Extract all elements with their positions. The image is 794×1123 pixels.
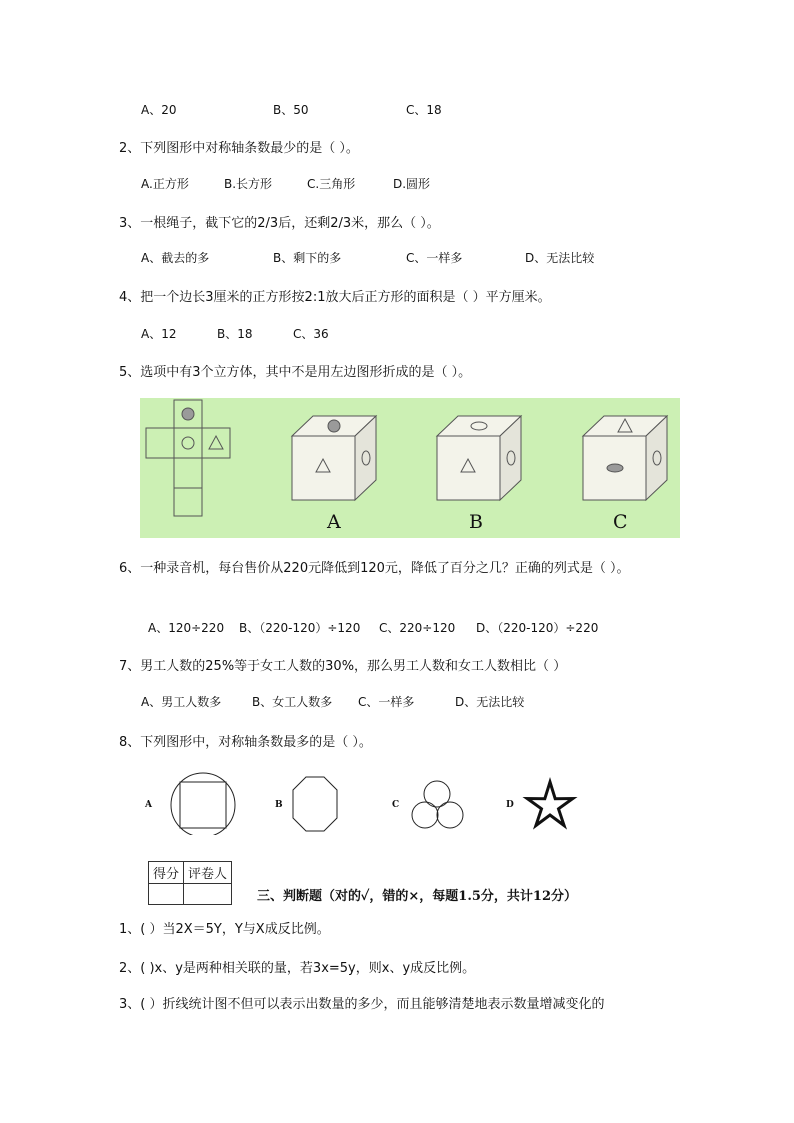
grader-cell: 评卷人 <box>184 862 232 884</box>
score-cell: 得分 <box>149 862 184 884</box>
cube-label-b: B <box>469 511 483 533</box>
shape-label-c: C <box>392 800 400 810</box>
cube-net <box>146 400 230 516</box>
q4-option-b: B、18 <box>217 327 253 341</box>
cube-figure-panel <box>140 398 680 538</box>
q4-option-a: A、12 <box>141 327 177 341</box>
q6-option-a: A、120÷220 <box>148 621 225 635</box>
judge-2: 2、( )x、y是两种相关联的量，若3x=5y，则x、y成反比例。 <box>119 961 476 976</box>
judge-1: 1、( ）当2X＝5Y，Y与X成反比例。 <box>119 922 330 937</box>
cube-label-a: A <box>327 511 341 533</box>
q2-option-b: B.长方形 <box>224 177 273 191</box>
section-3-title: 三、判断题（对的✓，错的×，每题1.5分，共计12分） <box>257 889 577 904</box>
cube-b <box>437 416 521 500</box>
q2-option-c: C.三角形 <box>307 177 356 191</box>
q5-text: 5、选项中有3个立方体，其中不是用左边图形折成的是（ ）。 <box>119 365 472 380</box>
q1-option-c: C、18 <box>406 103 442 117</box>
cube-a <box>292 416 376 500</box>
shape-label-d: D <box>506 800 514 810</box>
judge-3: 3、( ）折线统计图不但可以表示出数量的多少，而且能够清楚地表示数量增减变化的 <box>119 997 605 1012</box>
q7-option-b: B、女工人数多 <box>252 695 333 709</box>
q6-option-b: B、（220-120）÷120 <box>239 621 361 635</box>
cube-label-c: C <box>613 511 628 533</box>
grader-empty-cell <box>184 884 232 905</box>
q4-option-c: C、36 <box>293 327 329 341</box>
shape-a-circle-square <box>171 773 235 835</box>
shape-label-b: B <box>275 800 283 810</box>
q7-option-a: A、男工人数多 <box>141 695 222 709</box>
q8-text: 8、下列图形中，对称轴条数最多的是（ ）。 <box>119 735 372 750</box>
q2-option-a: A.正方形 <box>141 177 189 191</box>
q6-text: 6、一种录音机，每台售价从220元降低到120元，降低了百分之几？正确的列式是（ ）。 <box>119 561 630 576</box>
q7-option-d: D、无法比较 <box>455 695 525 709</box>
q2-option-d: D.圆形 <box>393 177 431 191</box>
q7-option-c: C、一样多 <box>358 695 415 709</box>
cube-c <box>583 416 667 500</box>
shape-b-octagon <box>293 777 337 831</box>
q3-option-b: B、剩下的多 <box>273 251 342 265</box>
score-table <box>148 861 232 905</box>
shape-c-three-circles <box>412 781 463 828</box>
q8-shapes <box>140 770 590 835</box>
q3-text: 3、一根绳子，截下它的2/3后，还剩2/3米，那么（ ）。 <box>119 216 440 231</box>
q6-option-d: D、（220-120）÷220 <box>476 621 599 635</box>
score-empty-cell <box>149 884 184 905</box>
q1-option-a: A、20 <box>141 103 177 117</box>
cube-figures <box>140 398 680 538</box>
q1-option-b: B、50 <box>273 103 309 117</box>
q7-text: 7、男工人数的25%等于女工人数的30%，那么男工人数和女工人数相比（ ） <box>119 659 567 674</box>
q4-text: 4、把一个边长3厘米的正方形按2:1放大后正方形的面积是（ ）平方厘米。 <box>119 290 551 305</box>
q6-option-c: C、220÷120 <box>379 621 456 635</box>
q3-option-c: C、一样多 <box>406 251 463 265</box>
q3-option-a: A、截去的多 <box>141 251 210 265</box>
q2-text: 2、下列图形中对称轴条数最少的是（ ）。 <box>119 141 359 156</box>
q3-option-d: D、无法比较 <box>525 251 595 265</box>
shape-d-star-icon <box>527 782 573 826</box>
shape-label-a: A <box>145 800 152 810</box>
